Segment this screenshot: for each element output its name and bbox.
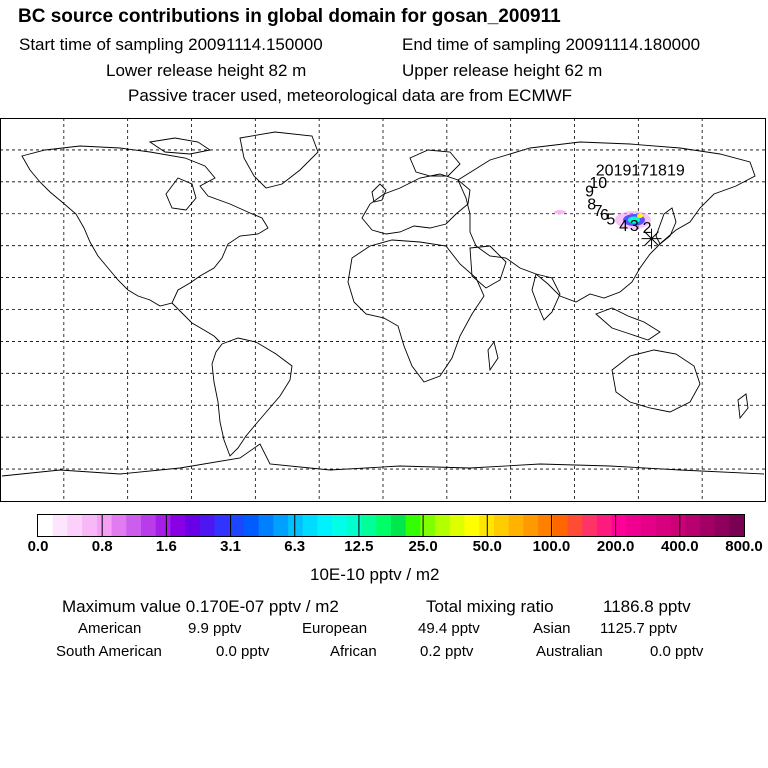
colorbar-cell [126,515,141,536]
trajectory-label: 4 [619,217,629,235]
region-australian-value: 0.0 pptv [650,643,704,660]
lower-release-height-label: Lower release height 82 m [106,61,307,80]
colorbar-tick-label: 50.0 [472,538,502,555]
colorbar-cell [112,515,127,536]
colorbar-cell [670,515,685,536]
colorbar-cell [97,515,112,536]
colorbar-cell [435,515,450,536]
upper-release-height-label: Upper release height 62 m [402,61,603,80]
colorbar-tick-label: 3.1 [220,538,241,555]
trajectory-label: 2019171819 [595,162,685,180]
start-time-label: Start time of sampling 20091114.150000 [19,35,323,54]
colorbar-tick-label: 200.0 [596,538,635,555]
colorbar-cell [38,515,53,536]
colorbar-cell [170,515,185,536]
colorbar-units: 10E-10 pptv / m2 [310,565,440,584]
colorbar-cell [553,515,568,536]
colorbar-cell [273,515,288,536]
colorbar-cell [347,515,362,536]
region-south-american-label: South American [56,643,162,660]
colorbar-cell [185,515,200,536]
region-european-label: European [302,620,368,637]
colorbar-cell [494,515,509,536]
world-map [0,118,766,503]
region-american-label: American [78,620,142,637]
colorbar-cell [53,515,68,536]
colorbar-cell [729,515,744,536]
colorbar-cell [626,515,641,536]
model-note: Passive tracer used, meteorological data are from ECMWF [128,86,573,105]
colorbar-cell [685,515,700,536]
colorbar-cell [700,515,715,536]
colorbar-cell [406,515,421,536]
colorbar-tick-label: 0.0 [27,538,49,555]
colorbar-cell [215,515,230,536]
colorbar-tick-label: 0.8 [91,538,113,555]
colorbar-cell [141,515,156,536]
colorbar-cell [509,515,524,536]
colorbar-tick-label: 1.6 [155,538,177,555]
total-mixing-ratio-label: Total mixing ratio [426,597,554,616]
plot-title: BC source contributions in global domain for gosan_200911 [18,6,561,27]
colorbar-cell [376,515,391,536]
colorbar-cell [156,515,171,536]
trajectory-label: 5 [606,211,616,229]
trajectory-label: 2 [642,219,652,237]
end-time-label: End time of sampling 20091114.180000 [402,35,701,54]
colorbar-cell [303,515,318,536]
colorbar-cell [582,515,597,536]
colorbar-cell [641,515,656,536]
region-asian-label: Asian [533,620,571,637]
colorbar-cell [391,515,406,536]
colorbar-cell [317,515,332,536]
footprint-plume [554,210,566,214]
trajectory-label: 9 [585,183,595,201]
colorbar-tick-label: 6.3 [284,538,306,555]
region-african-value: 0.2 pptv [420,643,474,660]
colorbar-tick-label: 12.5 [344,538,374,555]
region-african-label: African [330,643,377,660]
colorbar-cell [288,515,303,536]
colorbar-cell [244,515,259,536]
colorbar-cell [597,515,612,536]
region-european-value: 49.4 pptv [418,620,480,637]
colorbar-tick-label: 25.0 [408,538,438,555]
colorbar-cell [656,515,671,536]
region-asian-value: 1125.7 pptv [600,620,678,637]
colorbar-cell [568,515,583,536]
trajectory-label: 3 [629,217,639,235]
colorbar [0,510,768,540]
trajectory-label: 7 [593,202,603,220]
region-south-american-value: 0.0 pptv [216,643,270,660]
colorbar-cell [259,515,274,536]
colorbar-cell [229,515,244,536]
colorbar-cell [715,515,730,536]
colorbar-cell [450,515,465,536]
trajectory-label: 8 [587,196,597,214]
colorbar-tick-label: 400.0 [661,538,699,555]
region-australian-label: Australian [536,643,603,660]
colorbar-cell [612,515,627,536]
trajectory-label: 6 [600,207,609,225]
colorbar-cell [523,515,538,536]
colorbar-cell [82,515,97,536]
colorbar-cell [67,515,82,536]
colorbar-cell [332,515,347,536]
colorbar-tick-label: 100.0 [532,538,571,555]
maximum-value-label: Maximum value 0.170E-07 pptv / m2 [62,597,339,616]
total-mixing-ratio-value: 1186.8 pptv [603,597,691,616]
colorbar-tick-label: 800.0 [725,538,763,555]
colorbar-cell [362,515,377,536]
colorbar-cell [200,515,215,536]
trajectory-label: 10 [589,175,608,193]
colorbar-cell [465,515,480,536]
region-american-value: 9.9 pptv [188,620,242,637]
